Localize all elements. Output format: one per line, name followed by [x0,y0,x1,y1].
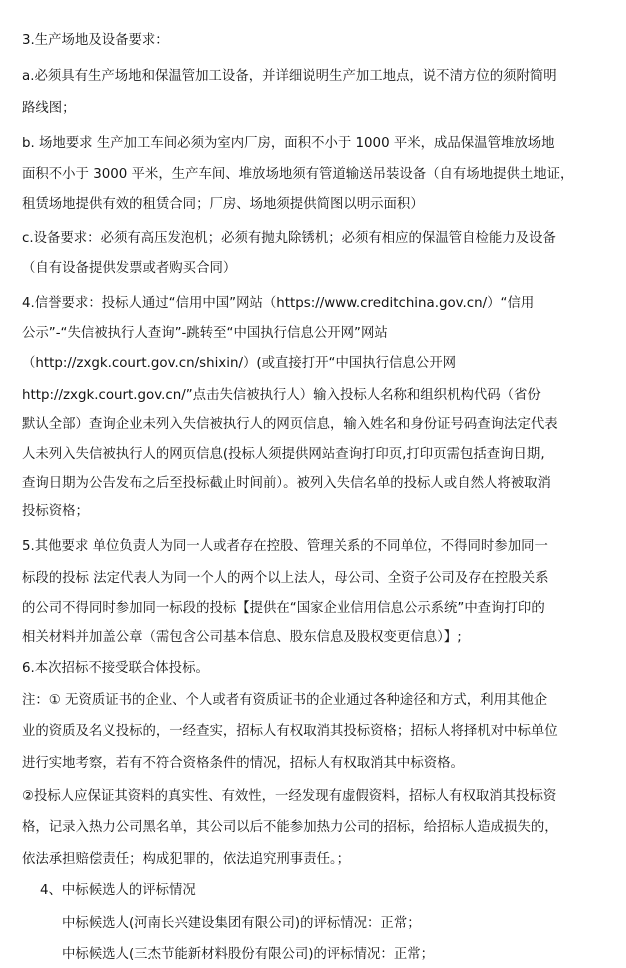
paragraph-c-line-2: （自有设备提供发票或者购买合同） [22,261,237,276]
note-1-line-2: 业的资质及名义投标的，一经查实，招标人有权取消其投标资格；招标人将择机对中标单位 [22,724,558,739]
paragraph-a-line-1: a.必须具有生产场地和保温管加工设备，并详细说明生产加工地点，说不清方位的须附简明 [22,69,557,84]
candidate-1-line: 中标候选人(河南长兴建设集团有限公司)的评标情况：正常； [62,916,421,931]
section-4-line-3: （http://zxgk.court.gov.cn/shixin/）(或直接打开“中国执行信息公开网 [22,356,456,371]
section-4-line-2: 公示”-“失信被执行人查询”-跳转至“中国执行信息公开网”网站 [22,326,388,341]
section-4-line-1: 4.信誉要求：投标人通过“信用中国”网站（https://www.creditchina.gov.cn/）“信用 [22,296,535,311]
paragraph-b-line-2: 面积不小于 3000 平米，生产车间、堆放场地须有管道输送吊装设备（自有场地提供土地证， [22,167,574,182]
section-4-line-7: 查询日期为公告发布之后至投标截止时间前）。被列入失信名单的投标人或自然人将被取消 [22,476,551,491]
section-5-line-1: 5.其他要求 单位负责人为同一人或者存在控股、管理关系的不同单位，不得同时参加同一 [22,539,548,554]
section-4-line-4: http://zxgk.court.gov.cn/”点击失信被执行人）输入投标人名称和组织机构代码（省份 [22,388,541,403]
section-4-line-8: 投标资格； [22,504,89,519]
section-6-line: 6.本次招标不接受联合体投标。 [22,661,209,676]
section-4-line-6: 人未列入失信被执行人的网页信息(投标人须提供网站查询打印页,打印页需包括查询日期, [22,447,545,462]
note-1-line-1: 注：① 无资质证书的企业、个人或者有资质证书的企业通过各种途径和方式，利用其他企 [22,693,548,708]
paragraph-b-line-3: 租赁场地提供有效的租赁合同；厂房、场地须提供简图以明示面积） [22,197,424,212]
note-2-line-1: ②投标人应保证其资料的真实性、有效性，一经发现有虚假资料，招标人有权取消其投标资 [22,789,557,804]
paragraph-b-line-1: b. 场地要求 生产加工车间必须为室内厂房，面积不小于 1000 平米，成品保温管堆放场地 [22,136,555,151]
candidate-2-line: 中标候选人(三杰节能新材料股份有限公司)的评标情况：正常； [62,947,434,962]
candidates-heading: 4、中标候选人的评标情况 [40,883,196,898]
paragraph-c-line-1: c.设备要求：必须有高压发泡机；必须有抛丸除锈机；必须有相应的保温管自检能力及设备 [22,231,556,246]
section-3-heading: 3.生产场地及设备要求： [22,33,169,48]
section-5-line-3: 的公司不得同时参加同一标段的投标【提供在“国家企业信用信息公示系统”中查询打印的 [22,601,545,616]
section-5-line-2: 标段的投标 法定代表人为同一个人的两个以上法人，母公司、全资子公司及存在控股关系 [22,571,549,586]
note-1-line-3: 进行实地考察，若有不符合资格条件的情况，招标人有权取消其中标资格。 [22,756,464,771]
section-5-line-4: 相关材料并加盖公章（需包含公司基本信息、股东信息及股权变更信息）】; [22,630,462,645]
note-2-line-3: 依法承担赔偿责任；构成犯罪的，依法追究刑事责任。； [22,852,351,867]
paragraph-a-line-2: 路线图； [22,101,76,116]
section-4-line-5: 默认全部）查询企业未列入失信被执行人的网页信息，输入姓名和身份证号码查询法定代表 [22,417,558,432]
note-2-line-2: 格，记录入热力公司黑名单，其公司以后不能参加热力公司的招标，给招标人造成损失的， [22,820,558,835]
